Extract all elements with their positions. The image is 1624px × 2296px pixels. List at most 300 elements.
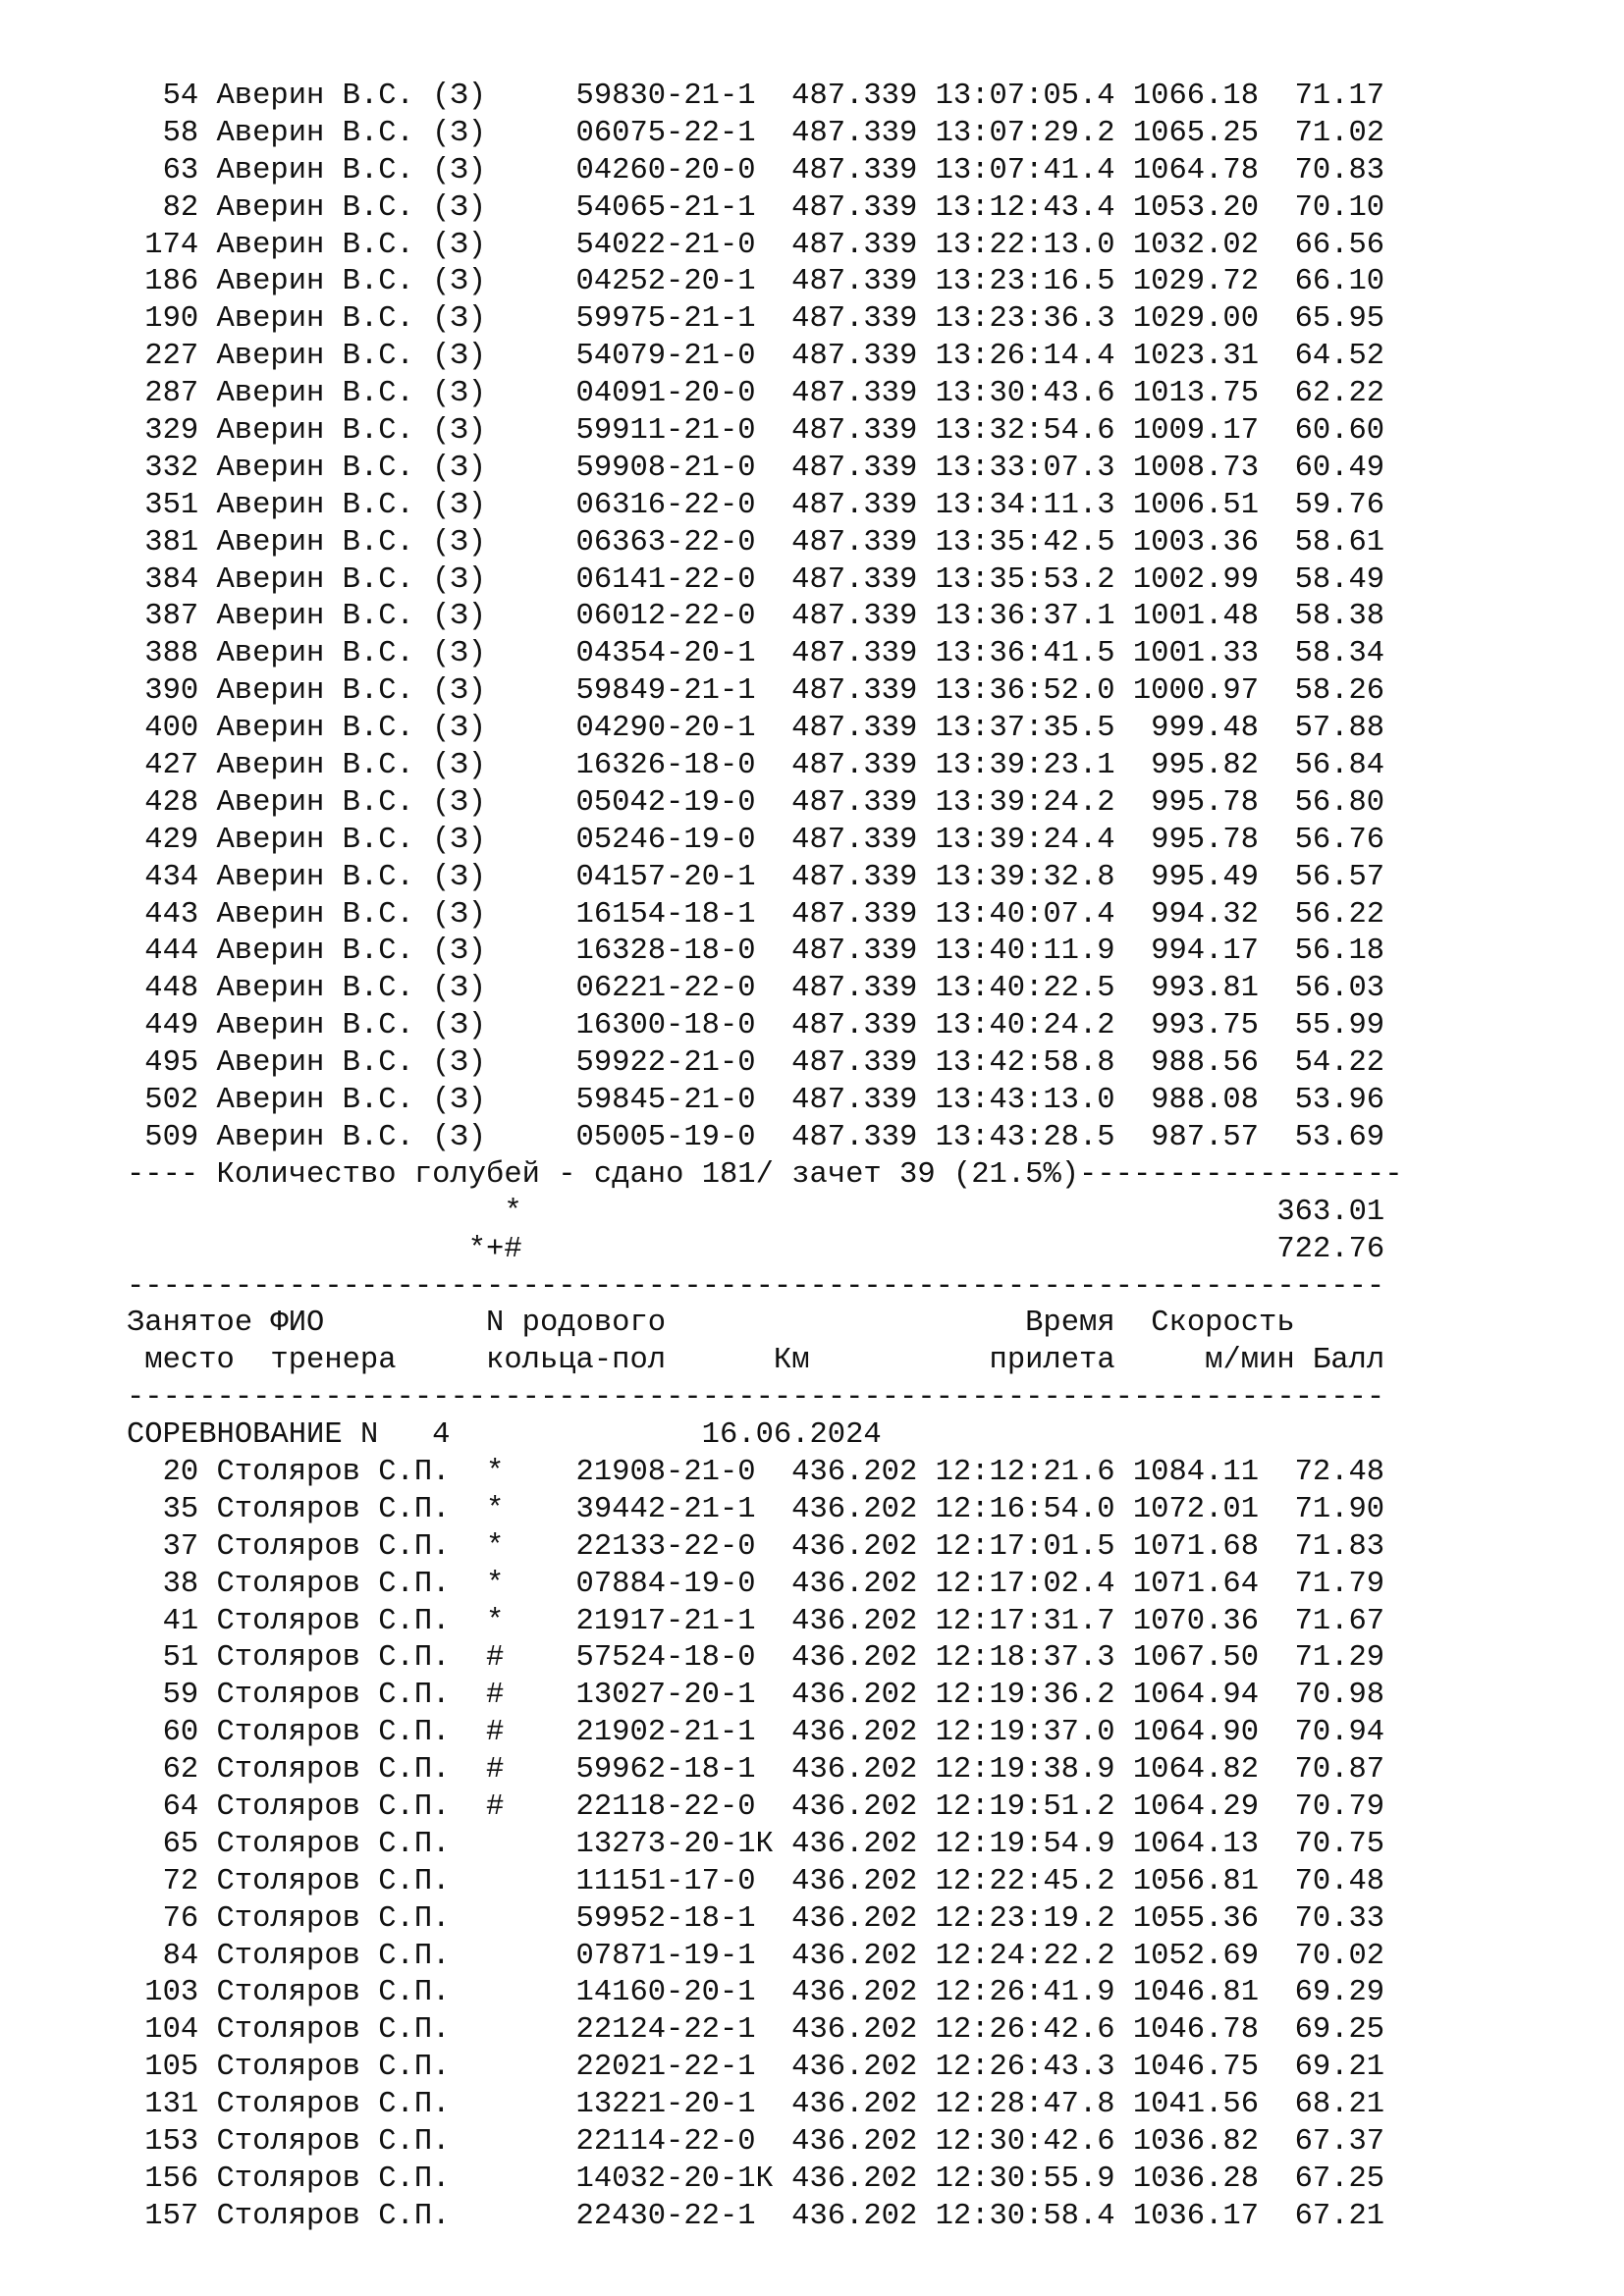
cell-km: 487.339 bbox=[791, 972, 918, 1006]
cell-speed: 1052.69 bbox=[1132, 1939, 1259, 1973]
header-km-2: Км bbox=[773, 1344, 810, 1378]
cell-ring: 04260-20-0 bbox=[575, 153, 756, 187]
cell-name: Аверин В.С. (З) bbox=[216, 562, 487, 597]
cell-ring: 54022-21-0 bbox=[575, 228, 756, 262]
cell-name: Столяров С.П. bbox=[216, 2013, 451, 2048]
cell-km: 487.339 bbox=[791, 190, 918, 225]
cell-ring: 04252-20-1 bbox=[575, 265, 756, 299]
cell-score: 71.02 bbox=[1294, 116, 1385, 150]
cell-place: 434 bbox=[144, 860, 199, 894]
cell-place: 449 bbox=[144, 1009, 199, 1043]
cell-name: Столяров С.П. bbox=[216, 1492, 451, 1526]
cell-score: 70.48 bbox=[1294, 1864, 1385, 1898]
cell-speed: 1006.51 bbox=[1132, 488, 1259, 522]
cell-speed: 1064.90 bbox=[1132, 1716, 1259, 1750]
cell-place: 329 bbox=[144, 414, 199, 449]
cell-score: 56.84 bbox=[1294, 749, 1385, 783]
cell-score: 70.10 bbox=[1294, 190, 1385, 225]
table-row bbox=[127, 2050, 1403, 2087]
cell-name: Столяров С.П. bbox=[216, 1864, 451, 1898]
cell-score: 71.83 bbox=[1294, 1529, 1385, 1564]
cell-place: 287 bbox=[144, 377, 199, 411]
cell-speed: 1046.75 bbox=[1132, 2051, 1259, 2085]
cell-place: 65 bbox=[162, 1827, 199, 1861]
cell-score: 56.18 bbox=[1294, 934, 1385, 969]
table-row bbox=[127, 823, 1403, 860]
cell-time: 13:39:23.1 bbox=[935, 749, 1115, 783]
cell-speed: 1067.50 bbox=[1132, 1641, 1259, 1676]
cell-name: Аверин В.С. (З) bbox=[216, 228, 487, 262]
table-row bbox=[127, 599, 1403, 636]
cell-name: Столяров С.П. bbox=[216, 1827, 451, 1861]
table-row bbox=[127, 1604, 1403, 1641]
cell-name: Аверин В.С. (З) bbox=[216, 80, 487, 113]
cell-time: 12:24:22.2 bbox=[935, 1939, 1115, 1973]
table-row bbox=[127, 525, 1403, 562]
cell-place: 428 bbox=[144, 785, 199, 820]
cell-name: Столяров С.П. bbox=[216, 1753, 451, 1788]
cell-time: 13:43:13.0 bbox=[935, 1084, 1115, 1118]
cell-speed: 995.82 bbox=[1151, 749, 1259, 783]
cell-time: 12:17:31.7 bbox=[935, 1604, 1115, 1638]
cell-speed: 1001.33 bbox=[1132, 637, 1259, 671]
cell-name: Столяров С.П. bbox=[216, 2124, 451, 2159]
cell-ring: 04354-20-1 bbox=[575, 637, 756, 671]
cell-score: 56.22 bbox=[1294, 897, 1385, 932]
cell-name: Аверин В.С. (З) bbox=[216, 377, 487, 411]
cell-km: 436.202 bbox=[791, 1604, 918, 1638]
cell-speed: 1053.20 bbox=[1132, 190, 1259, 225]
cell-speed: 995.78 bbox=[1151, 785, 1259, 820]
cell-time: 12:16:54.0 bbox=[935, 1492, 1115, 1526]
table-row bbox=[127, 2012, 1403, 2050]
cell-time: 12:17:02.4 bbox=[935, 1567, 1115, 1601]
cell-time: 12:26:42.6 bbox=[935, 2013, 1115, 2048]
cell-name: Аверин В.С. (З) bbox=[216, 1046, 487, 1081]
cell-name: Аверин В.С. (З) bbox=[216, 302, 487, 337]
cell-name: Столяров С.П. bbox=[216, 1679, 451, 1713]
table-row bbox=[127, 1789, 1403, 1827]
cell-place: 20 bbox=[162, 1455, 199, 1489]
cell-ring: 22021-22-1 bbox=[575, 2051, 756, 2085]
cell-score: 67.21 bbox=[1294, 2199, 1385, 2233]
cell-time: 13:35:53.2 bbox=[935, 562, 1115, 597]
cell-score: 58.34 bbox=[1294, 637, 1385, 671]
cell-place: 156 bbox=[144, 2162, 199, 2196]
subtotal-star-label: * bbox=[504, 1195, 522, 1229]
cell-name: Аверин В.С. (З) bbox=[216, 340, 487, 374]
table-row bbox=[127, 1752, 1403, 1789]
cell-km: 436.202 bbox=[791, 1939, 918, 1973]
cell-name: Столяров С.П. bbox=[216, 1641, 451, 1676]
table-row bbox=[127, 2124, 1403, 2162]
cell-time: 12:30:42.6 bbox=[935, 2124, 1115, 2159]
cell-place: 38 bbox=[162, 1567, 199, 1601]
cell-speed: 1046.81 bbox=[1132, 1976, 1259, 2010]
cell-speed: 987.57 bbox=[1151, 1120, 1259, 1154]
cell-km: 487.339 bbox=[791, 302, 918, 337]
cell-score: 58.49 bbox=[1294, 562, 1385, 597]
cell-km: 487.339 bbox=[791, 860, 918, 894]
cell-km: 487.339 bbox=[791, 562, 918, 597]
cell-score: 71.90 bbox=[1294, 1492, 1385, 1526]
separator-rule-top: ---------------------------------------------------------------------- bbox=[127, 1269, 1385, 1304]
cell-place: 444 bbox=[144, 934, 199, 969]
cell-time: 13:39:24.4 bbox=[935, 823, 1115, 857]
cell-time: 13:34:11.3 bbox=[935, 488, 1115, 522]
table-row bbox=[127, 413, 1403, 451]
header-time: Время bbox=[1025, 1307, 1115, 1341]
cell-place: 351 bbox=[144, 488, 199, 522]
cell-ring: 14160-20-1 bbox=[575, 1976, 756, 2010]
cell-score: 62.22 bbox=[1294, 377, 1385, 411]
table-row bbox=[127, 1083, 1403, 1120]
table-row bbox=[127, 376, 1403, 413]
cell-place: 84 bbox=[162, 1939, 199, 1973]
cell-speed: 1036.82 bbox=[1132, 2124, 1259, 2159]
cell-ring: 04157-20-1 bbox=[575, 860, 756, 894]
cell-km: 436.202 bbox=[791, 1753, 918, 1788]
cell-ring: 16300-18-0 bbox=[575, 1009, 756, 1043]
cell-speed: 1009.17 bbox=[1132, 414, 1259, 449]
table-row bbox=[127, 153, 1403, 190]
cell-time: 13:39:24.2 bbox=[935, 785, 1115, 820]
cell-speed: 1084.11 bbox=[1132, 1455, 1259, 1489]
cell-score: 56.80 bbox=[1294, 785, 1385, 820]
cell-km: 436.202 bbox=[791, 1679, 918, 1713]
cell-km: 436.202 bbox=[791, 2124, 918, 2159]
cell-ring: 06221-22-0 bbox=[575, 972, 756, 1006]
table-row bbox=[127, 748, 1403, 785]
cell-place: 76 bbox=[162, 1901, 199, 1936]
cell-ring: 21902-21-1 bbox=[575, 1716, 756, 1750]
cell-km: 487.339 bbox=[791, 377, 918, 411]
competition-date: 16.06.2024 bbox=[701, 1418, 882, 1453]
cell-ring: 06316-22-0 bbox=[575, 488, 756, 522]
cell-speed: 1072.01 bbox=[1132, 1492, 1259, 1526]
cell-ring: 16328-18-0 bbox=[575, 934, 756, 969]
cell-score: 56.57 bbox=[1294, 860, 1385, 894]
cell-speed: 1070.36 bbox=[1132, 1604, 1259, 1638]
cell-name: Аверин В.С. (З) bbox=[216, 414, 487, 449]
cell-score: 71.17 bbox=[1294, 80, 1385, 113]
cell-score: 58.38 bbox=[1294, 600, 1385, 634]
table-row bbox=[127, 1567, 1403, 1604]
cell-ring: 54079-21-0 bbox=[575, 340, 756, 374]
competition-line bbox=[127, 1417, 1403, 1455]
cell-place: 58 bbox=[162, 116, 199, 150]
summary-text: ---- Количество голубей - сдано 181/ зачет 39 (21.5%)------------------ bbox=[127, 1157, 1403, 1192]
cell-ring: 05246-19-0 bbox=[575, 823, 756, 857]
cell-score: 70.33 bbox=[1294, 1901, 1385, 1936]
cell-place: 103 bbox=[144, 1976, 199, 2010]
cell-score: 69.29 bbox=[1294, 1976, 1385, 2010]
cell-ring: 04290-20-1 bbox=[575, 712, 756, 746]
cell-place: 41 bbox=[162, 1604, 199, 1638]
cell-km: 436.202 bbox=[791, 2199, 918, 2233]
header-time-2: прилета bbox=[989, 1344, 1115, 1378]
cell-time: 13:40:07.4 bbox=[935, 897, 1115, 932]
cell-ring: 22133-22-0 bbox=[575, 1529, 756, 1564]
cell-score: 70.87 bbox=[1294, 1753, 1385, 1788]
cell-ring: 59962-18-1 bbox=[575, 1753, 756, 1788]
cell-time: 12:26:41.9 bbox=[935, 1976, 1115, 2010]
table-row bbox=[127, 451, 1403, 488]
cell-place: 63 bbox=[162, 153, 199, 187]
cell-name: Столяров С.П. bbox=[216, 1901, 451, 1936]
cell-speed: 1036.28 bbox=[1132, 2162, 1259, 2196]
cell-place: 174 bbox=[144, 228, 199, 262]
cell-km: 487.339 bbox=[791, 637, 918, 671]
competition-number: 4 bbox=[432, 1418, 451, 1453]
cell-time: 13:07:41.4 bbox=[935, 153, 1115, 187]
header-ring: N родового bbox=[486, 1307, 667, 1341]
cell-time: 13:12:43.4 bbox=[935, 190, 1115, 225]
cell-time: 13:40:22.5 bbox=[935, 972, 1115, 1006]
cell-km: 436.202 bbox=[791, 1789, 918, 1824]
cell-time: 13:39:32.8 bbox=[935, 860, 1115, 894]
competition-label: СОРЕВНОВАНИЕ N bbox=[127, 1418, 379, 1453]
cell-speed: 1046.78 bbox=[1132, 2013, 1259, 2048]
cell-km: 436.202 bbox=[791, 1567, 918, 1601]
cell-place: 495 bbox=[144, 1046, 199, 1081]
cell-name: Аверин В.С. (З) bbox=[216, 712, 487, 746]
cell-speed: 1071.64 bbox=[1132, 1567, 1259, 1601]
cell-km: 487.339 bbox=[791, 228, 918, 262]
cell-time: 13:35:42.5 bbox=[935, 525, 1115, 560]
cell-speed: 1065.25 bbox=[1132, 116, 1259, 150]
cell-km: 487.339 bbox=[791, 600, 918, 634]
cell-km: 487.339 bbox=[791, 414, 918, 449]
cell-name: Столяров С.П. bbox=[216, 1567, 451, 1601]
cell-name: Столяров С.П. bbox=[216, 1716, 451, 1750]
subtotal-row-star-hash bbox=[127, 1232, 1403, 1269]
table-row bbox=[127, 228, 1403, 265]
cell-place: 51 bbox=[162, 1641, 199, 1676]
cell-name: Аверин В.С. (З) bbox=[216, 1120, 487, 1154]
table-row bbox=[127, 1901, 1403, 1939]
cell-score: 53.96 bbox=[1294, 1084, 1385, 1118]
cell-ring: 57524-18-0 bbox=[575, 1641, 756, 1676]
cell-ring: 21908-21-0 bbox=[575, 1455, 756, 1489]
table-row bbox=[127, 2087, 1403, 2124]
cell-time: 12:19:51.2 bbox=[935, 1789, 1115, 1824]
cell-score: 70.75 bbox=[1294, 1827, 1385, 1861]
cell-score: 68.21 bbox=[1294, 2088, 1385, 2122]
cell-name: Аверин В.С. (З) bbox=[216, 153, 487, 187]
cell-km: 487.339 bbox=[791, 80, 918, 113]
table-row bbox=[127, 711, 1403, 748]
cell-km: 487.339 bbox=[791, 116, 918, 150]
cell-name: Аверин В.С. (З) bbox=[216, 488, 487, 522]
cell-km: 436.202 bbox=[791, 2013, 918, 2048]
cell-score: 55.99 bbox=[1294, 1009, 1385, 1043]
table-row bbox=[127, 785, 1403, 823]
cell-place: 186 bbox=[144, 265, 199, 299]
cell-place: 509 bbox=[144, 1120, 199, 1154]
cell-km: 436.202 bbox=[791, 2051, 918, 2085]
cell-ring: 07884-19-0 bbox=[575, 1567, 756, 1601]
cell-km: 487.339 bbox=[791, 340, 918, 374]
cell-km: 487.339 bbox=[791, 712, 918, 746]
cell-speed: 993.81 bbox=[1151, 972, 1259, 1006]
cell-place: 60 bbox=[162, 1716, 199, 1750]
cell-time: 13:40:24.2 bbox=[935, 1009, 1115, 1043]
cell-time: 13:36:52.0 bbox=[935, 674, 1115, 709]
cell-name: Столяров С.П. bbox=[216, 1939, 451, 1973]
cell-ring: 39442-21-1 bbox=[575, 1492, 756, 1526]
table-row bbox=[127, 1492, 1403, 1529]
cell-name: Столяров С.П. bbox=[216, 1789, 451, 1824]
cell-score: 72.48 bbox=[1294, 1455, 1385, 1489]
cell-place: 105 bbox=[144, 2051, 199, 2085]
table-row bbox=[127, 79, 1403, 116]
cell-time: 12:19:54.9 bbox=[935, 1827, 1115, 1861]
cell-score: 69.21 bbox=[1294, 2051, 1385, 2085]
table-row bbox=[127, 1715, 1403, 1752]
cell-ring: 06075-22-1 bbox=[575, 116, 756, 150]
cell-speed: 1029.72 bbox=[1132, 265, 1259, 299]
cell-km: 487.339 bbox=[791, 488, 918, 522]
cell-speed: 1000.97 bbox=[1132, 674, 1259, 709]
cell-place: 443 bbox=[144, 897, 199, 932]
summary-line bbox=[127, 1157, 1403, 1195]
cell-km: 436.202 bbox=[791, 1716, 918, 1750]
header-name: ФИО bbox=[270, 1307, 325, 1341]
cell-ring: 16154-18-1 bbox=[575, 897, 756, 932]
cell-km: 436.202 bbox=[791, 1641, 918, 1676]
cell-ring: 59952-18-1 bbox=[575, 1901, 756, 1936]
cell-name: Столяров С.П. bbox=[216, 1604, 451, 1638]
cell-score: 65.95 bbox=[1294, 302, 1385, 337]
cell-time: 13:07:29.2 bbox=[935, 116, 1115, 150]
cell-ring: 59830-21-1 bbox=[575, 80, 756, 113]
header-speed: Скорость bbox=[1151, 1307, 1295, 1341]
cell-speed: 1002.99 bbox=[1132, 562, 1259, 597]
cell-km: 487.339 bbox=[791, 1046, 918, 1081]
cell-time: 12:30:58.4 bbox=[935, 2199, 1115, 2233]
cell-name: Столяров С.П. bbox=[216, 1455, 451, 1489]
table-row bbox=[127, 2162, 1403, 2199]
cell-name: Аверин В.С. (З) bbox=[216, 972, 487, 1006]
cell-speed: 1064.78 bbox=[1132, 153, 1259, 187]
cell-mark: # bbox=[486, 1753, 505, 1788]
cell-km: 436.202 bbox=[791, 1976, 918, 2010]
cell-ring: 06012-22-0 bbox=[575, 600, 756, 634]
cell-score: 60.60 bbox=[1294, 414, 1385, 449]
cell-time: 13:42:58.8 bbox=[935, 1046, 1115, 1081]
cell-speed: 1064.82 bbox=[1132, 1753, 1259, 1788]
cell-name: Аверин В.С. (З) bbox=[216, 637, 487, 671]
cell-place: 390 bbox=[144, 674, 199, 709]
table-row bbox=[127, 1975, 1403, 2012]
cell-ring: 59911-21-0 bbox=[575, 414, 756, 449]
cell-km: 487.339 bbox=[791, 823, 918, 857]
cell-speed: 1064.13 bbox=[1132, 1827, 1259, 1861]
cell-name: Столяров С.П. bbox=[216, 1976, 451, 2010]
cell-ring: 59845-21-0 bbox=[575, 1084, 756, 1118]
cell-time: 12:19:38.9 bbox=[935, 1753, 1115, 1788]
cell-name: Аверин В.С. (З) bbox=[216, 1009, 487, 1043]
cell-ring: 59975-21-1 bbox=[575, 302, 756, 337]
cell-ring: 07871-19-1 bbox=[575, 1939, 756, 1973]
cell-score: 69.25 bbox=[1294, 2013, 1385, 2048]
table-row bbox=[127, 1827, 1403, 1864]
table-row bbox=[127, 1455, 1403, 1492]
cell-mark: * bbox=[486, 1567, 505, 1601]
table-row bbox=[127, 562, 1403, 600]
table-row bbox=[127, 1120, 1403, 1157]
table-row bbox=[127, 1008, 1403, 1045]
cell-time: 12:26:43.3 bbox=[935, 2051, 1115, 2085]
cell-score: 70.83 bbox=[1294, 153, 1385, 187]
cell-time: 13:40:11.9 bbox=[935, 934, 1115, 969]
cell-mark: * bbox=[486, 1604, 505, 1638]
cell-name: Аверин В.С. (З) bbox=[216, 860, 487, 894]
cell-ring: 22124-22-1 bbox=[575, 2013, 756, 2048]
cell-ring: 06141-22-0 bbox=[575, 562, 756, 597]
table-row bbox=[127, 636, 1403, 673]
cell-speed: 994.17 bbox=[1151, 934, 1259, 969]
cell-ring: 16326-18-0 bbox=[575, 749, 756, 783]
cell-score: 70.79 bbox=[1294, 1789, 1385, 1824]
header-score-2: Балл bbox=[1312, 1344, 1385, 1378]
table-row bbox=[127, 1640, 1403, 1678]
cell-place: 72 bbox=[162, 1864, 199, 1898]
cell-time: 13:23:36.3 bbox=[935, 302, 1115, 337]
cell-mark: # bbox=[486, 1716, 505, 1750]
cell-speed: 1003.36 bbox=[1132, 525, 1259, 560]
table-row bbox=[127, 1529, 1403, 1567]
cell-place: 190 bbox=[144, 302, 199, 337]
cell-score: 70.94 bbox=[1294, 1716, 1385, 1750]
cell-km: 487.339 bbox=[791, 1120, 918, 1154]
cell-place: 427 bbox=[144, 749, 199, 783]
cell-mark: # bbox=[486, 1679, 505, 1713]
cell-ring: 05042-19-0 bbox=[575, 785, 756, 820]
cell-ring: 13273-20-1К bbox=[575, 1827, 774, 1861]
cell-speed: 1041.56 bbox=[1132, 2088, 1259, 2122]
cell-time: 13:22:13.0 bbox=[935, 228, 1115, 262]
table-row bbox=[127, 264, 1403, 301]
subtotal-star-hash-value: 722.76 bbox=[1276, 1232, 1385, 1266]
cell-score: 64.52 bbox=[1294, 340, 1385, 374]
table-row bbox=[127, 339, 1403, 376]
cell-ring: 14032-20-1К bbox=[575, 2162, 774, 2196]
cell-name: Аверин В.С. (З) bbox=[216, 116, 487, 150]
cell-place: 153 bbox=[144, 2124, 199, 2159]
cell-speed: 1023.31 bbox=[1132, 340, 1259, 374]
cell-mark: * bbox=[486, 1492, 505, 1526]
table-row bbox=[127, 116, 1403, 153]
cell-time: 12:22:45.2 bbox=[935, 1864, 1115, 1898]
separator-rule-bottom: ---------------------------------------------------------------------- bbox=[127, 1381, 1385, 1415]
cell-score: 67.37 bbox=[1294, 2124, 1385, 2159]
cell-place: 448 bbox=[144, 972, 199, 1006]
cell-place: 131 bbox=[144, 2088, 199, 2122]
cell-name: Столяров С.П. bbox=[216, 1529, 451, 1564]
cell-speed: 999.48 bbox=[1151, 712, 1259, 746]
cell-place: 64 bbox=[162, 1789, 199, 1824]
cell-ring: 21917-21-1 bbox=[575, 1604, 756, 1638]
cell-score: 57.88 bbox=[1294, 712, 1385, 746]
cell-speed: 995.49 bbox=[1151, 860, 1259, 894]
cell-place: 35 bbox=[162, 1492, 199, 1526]
cell-km: 436.202 bbox=[791, 1827, 918, 1861]
cell-time: 13:30:43.6 bbox=[935, 377, 1115, 411]
cell-score: 60.49 bbox=[1294, 451, 1385, 485]
results-block-stolyarov bbox=[127, 1455, 1403, 2236]
